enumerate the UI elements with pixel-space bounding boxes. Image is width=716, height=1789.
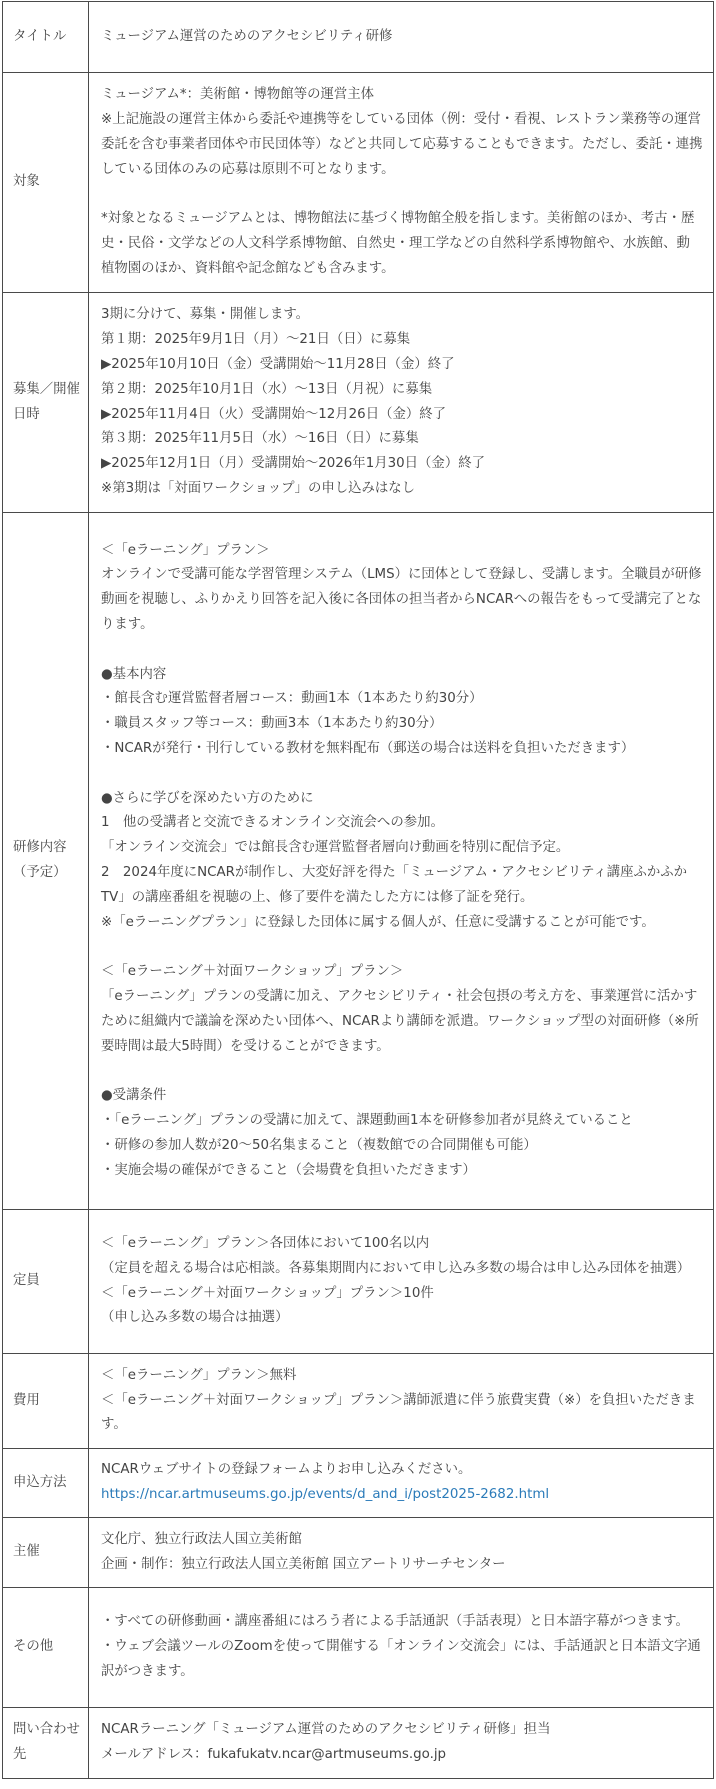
content-line: ＜「eラーニング」プラン＞無料 [101, 1367, 297, 1383]
row-content-organizer [89, 1518, 714, 1588]
row-content-title [89, 2, 714, 73]
row-content [3, 513, 714, 1210]
content-line: ・職員スタッフ等コース：動画3本（1本あたり約30分） [101, 716, 443, 732]
content-line: *対象となるミュージアムとは、博物館法に基づく博物館全般を指します。美術館のほか、考古・歴史・民俗・文学などの人文科学系博物館、自然史・理工学などの自然科学系博物館や、水族館、動植物園のほか、資料館や記念館なども含みます。 [101, 211, 695, 276]
content-line: ・館長含む運営監督者層コース：動画1本（1本あたり約30分） [101, 691, 483, 707]
content-line: 2 2024年度にNCARが制作し、大変好評を得た「ミュージアム・アクセシビリティ講座ふかふかTV」の講座番組を視聴の上、修了要件を満たした方には修了証を発行。 [101, 865, 688, 905]
row-content-contact [89, 1708, 714, 1779]
content-line: ※「eラーニングプラン」に登録した団体に属する個人が、任意に受講することが可能です。 [101, 914, 655, 930]
content-line: 第２期：2025年10月1日（水）〜13日（月祝）に募集 [101, 381, 433, 397]
content-line: ●さらに学びを深めたい方のために [101, 790, 314, 806]
content-line: ＜「eラーニング」プラン＞各団体において100名以内 [101, 1235, 430, 1251]
row-header-title: タイトル [3, 2, 89, 73]
content-line: ●受講条件 [101, 1088, 167, 1104]
row-header-content: 研修内容（予定） [3, 513, 89, 1210]
row-content-apply [89, 1449, 714, 1518]
content-line [101, 1059, 703, 1084]
content-line: ▶2025年11月4日（火）受講開始〜12月26日（金）終了 [101, 406, 447, 422]
info-table [2, 1, 714, 1779]
row-content-capacity [89, 1210, 714, 1354]
row-header-contact: 問い合わせ先 [3, 1708, 89, 1779]
row-header-target: 対象 [3, 73, 89, 293]
content-line: ●基本内容 [101, 666, 167, 682]
content-line: （定員を超える場合は応相談。各募集期間内において申し込み多数の場合は申し込み団体を抽選） [101, 1260, 691, 1276]
content-line: ミュージアム*：美術館・博物館等の運営主体 [101, 87, 375, 103]
content-line: ・すべての研修動画・講座番組にはろう者による手話通訳（手話表現）と日本語字幕がつきます。 [101, 1614, 689, 1630]
content-line: ※第3期は「対面ワークショップ」の申し込みはなし [101, 480, 416, 496]
row-header-fee: 費用 [3, 1354, 89, 1449]
content-line: ▶2025年12月1日（月）受講開始〜2026年1月30日（金）終了 [101, 456, 485, 472]
content-line: ミュージアム運営のためのアクセシビリティ研修 [101, 28, 393, 44]
content-line: 企画・制作：独立行政法人国立美術館 国立アートリサーチセンター [101, 1556, 506, 1572]
application-form-link[interactable]: https://ncar.artmuseums.go.jp/events/d_and_i/post2025-2682.html [101, 1487, 550, 1502]
row-target [3, 73, 714, 293]
row-content-content [89, 513, 714, 1210]
content-line [101, 762, 703, 787]
content-line: ＜「eラーニング＋対面ワークショップ」プラン＞10件 [101, 1285, 434, 1301]
content-line: 3期に分けて、募集・開催します。 [101, 307, 310, 323]
content-line: 第３期：2025年11月5日（水）〜16日（日）に募集 [101, 431, 419, 447]
content-line: 「eラーニング」プランの受講に加え、アクセシビリティ・社会包摂の考え方を、事業運営に活かすために組織内で議論を深めたい団体へ、NCARより講師を派遣。ワークショップ型の対面研修（※所要時間は最大5時間）を受けることができます。 [101, 988, 699, 1054]
row-content-schedule [89, 293, 714, 513]
content-line: ▶2025年10月10日（金）受講開始〜11月28日（金）終了 [101, 356, 455, 372]
row-header-apply: 申込方法 [3, 1449, 89, 1518]
content-line: NCARウェブサイトの登録フォームよりお申し込みください。 [101, 1462, 472, 1478]
content-line: NCARラーニング「ミュージアム運営のためのアクセシビリティ研修」担当 [101, 1722, 551, 1738]
row-header-schedule: 募集／開催日時 [3, 293, 89, 513]
content-line [101, 183, 703, 208]
content-line: ＜「eラーニング」プラン＞ [101, 542, 270, 558]
row-content-other [89, 1588, 714, 1708]
content-line: ・実施会場の確保ができること（会場費を負担いただきます） [101, 1162, 476, 1178]
content-line: （申し込み多数の場合は抽選） [101, 1310, 289, 1326]
row-title [3, 2, 714, 73]
row-content-fee [89, 1354, 714, 1449]
row-fee [3, 1354, 714, 1449]
content-line: ・研修の参加人数が20〜50名集まること（複数館での合同開催も可能） [101, 1137, 537, 1153]
row-other [3, 1588, 714, 1708]
row-capacity [3, 1210, 714, 1354]
row-apply [3, 1449, 714, 1518]
content-line: オンラインで受講可能な学習管理システム（LMS）に団体として登録し、受講します。全職員が研修動画を視聴し、ふりかえり回答を記入後に各団体の担当者からNCARへの報告をもって受講完了となります。 [101, 567, 702, 633]
content-line: 「オンライン交流会」では館長含む運営監督者層向け動画を特別に配信予定。 [101, 840, 570, 856]
row-organizer [3, 1518, 714, 1588]
content-line: メールアドレス：fukafukatv.ncar@artmuseums.go.jp [101, 1747, 447, 1762]
content-line: 文化庁、独立行政法人国立美術館 [101, 1531, 302, 1547]
row-header-other: その他 [3, 1588, 89, 1708]
content-line [101, 638, 703, 663]
row-header-organizer: 主催 [3, 1518, 89, 1588]
content-line: ・「eラーニング」プランの受講に加えて、課題動画1本を研修参加者が見終えていること [101, 1112, 633, 1128]
content-line: ・ウェブ会議ツールのZoomを使って開催する「オンライン交流会」には、手話通訳と日本語文字通訳がつきます。 [101, 1639, 701, 1679]
row-content-target [89, 73, 714, 293]
row-header-capacity: 定員 [3, 1210, 89, 1354]
row-contact [3, 1708, 714, 1779]
content-line: ＜「eラーニング＋対面ワークショップ」プラン＞講師派遣に伴う旅費実費（※）を負担いただきます。 [101, 1392, 696, 1433]
content-line: ・NCARが発行・刊行している教材を無料配布（郵送の場合は送料を負担いただきます） [101, 741, 635, 757]
row-schedule [3, 293, 714, 513]
content-line [101, 935, 703, 960]
content-line: ※上記施設の運営主体から委託や連携等をしている団体（例：受付・看視、レストラン業務等の運営委託を含む事業者団体や市民団体等）などと共同して応募することもできます。ただし、委託・連携している団体のみの応募は原則不可となります。 [101, 112, 703, 177]
content-line: 第１期：2025年9月1日（月）〜21日（日）に募集 [101, 332, 411, 348]
content-line: ＜「eラーニング＋対面ワークショップ」プラン＞ [101, 964, 404, 980]
content-line: 1 他の受講者と交流できるオンライン交流会への参加。 [101, 815, 444, 831]
